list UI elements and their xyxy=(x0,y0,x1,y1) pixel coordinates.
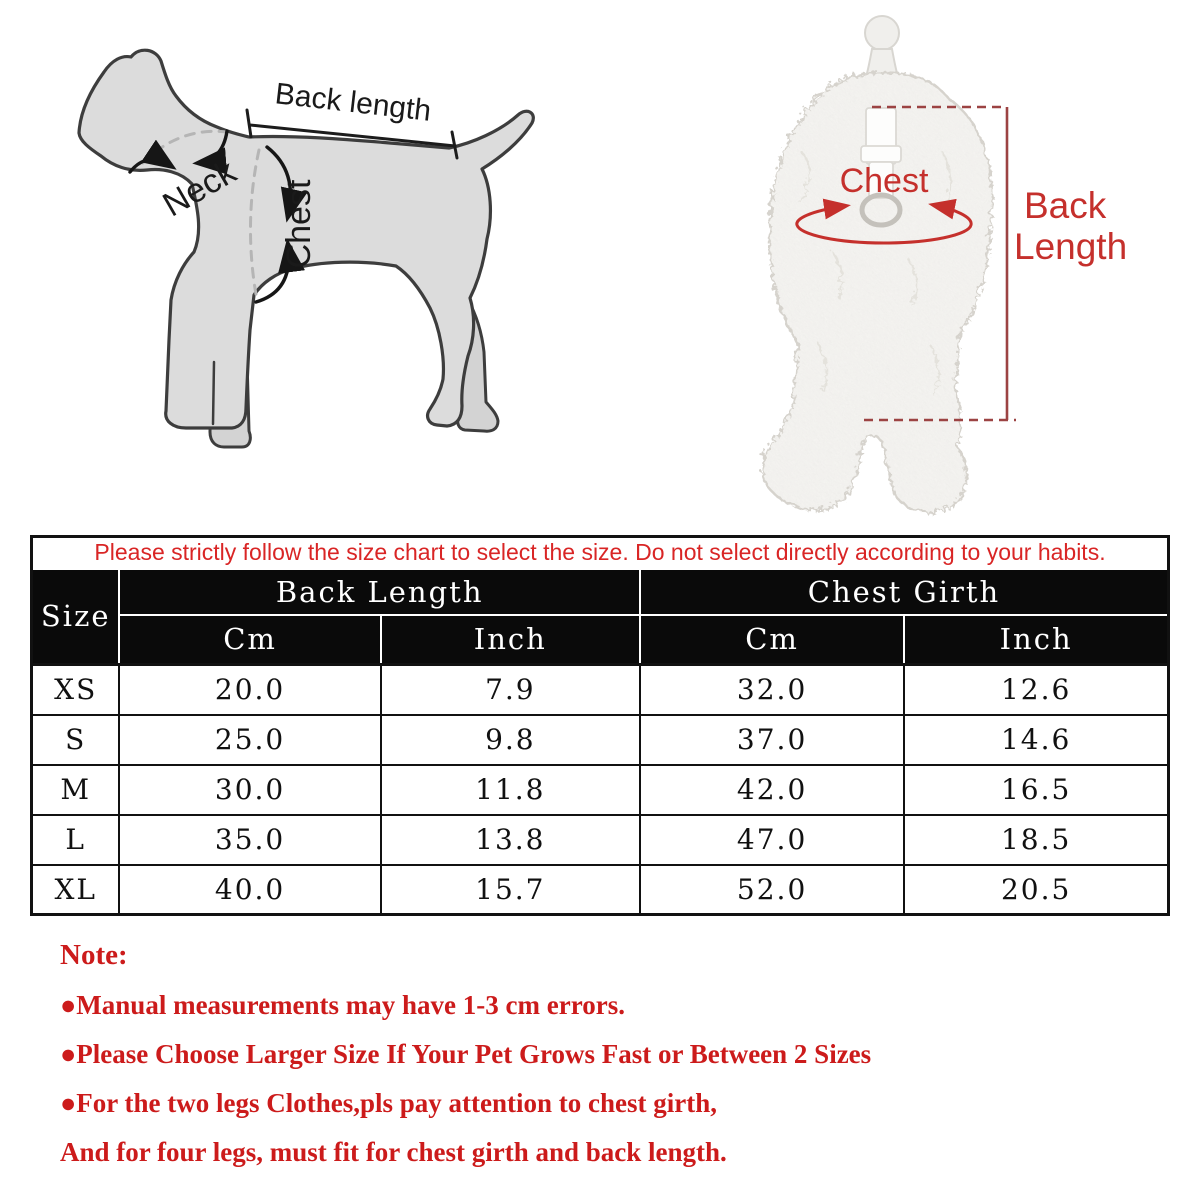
table-row-xs xyxy=(32,665,1169,715)
note-line: ●For the two legs Clothes,pls pay attention to chest girth, xyxy=(60,1088,718,1118)
garment-back-label: Back xyxy=(1024,185,1107,226)
notes-section xyxy=(60,940,1140,1166)
harness-buckle xyxy=(861,146,901,162)
dog-measurement-diagram xyxy=(79,50,533,447)
size-chart-notice: Please strictly follow the size chart to select the size. Do not select directly according to your habits. xyxy=(32,537,1169,569)
cell-chest-inch: 16.5 xyxy=(904,765,1168,815)
cell-back-cm: 30.0 xyxy=(119,765,380,815)
note-title: Note: xyxy=(60,939,128,971)
note-line: And for four legs, must fit for chest girth and back length. xyxy=(60,1137,727,1167)
cell-back-inch: 9.8 xyxy=(381,715,640,765)
cell-chest-cm: 47.0 xyxy=(640,815,904,865)
cell-size: XS xyxy=(32,665,120,715)
cell-chest-cm: 37.0 xyxy=(640,715,904,765)
header-back-length: Back Length xyxy=(119,569,640,615)
cell-size: XL xyxy=(32,865,120,915)
cell-chest-inch: 12.6 xyxy=(904,665,1168,715)
header-chest-inch: Inch xyxy=(904,615,1168,665)
mannequin-knob xyxy=(865,16,899,50)
cell-back-cm: 35.0 xyxy=(119,815,380,865)
cell-chest-cm: 32.0 xyxy=(640,665,904,715)
notice-row xyxy=(32,537,1169,569)
cell-chest-inch: 14.6 xyxy=(904,715,1168,765)
cell-back-inch: 7.9 xyxy=(381,665,640,715)
measurement-illustrations xyxy=(0,0,1200,530)
size-chart-section xyxy=(30,535,1170,916)
header-back-inch: Inch xyxy=(381,615,640,665)
cell-back-inch: 11.8 xyxy=(381,765,640,815)
garment-length-label: Length xyxy=(1014,226,1128,267)
header-row-units xyxy=(32,615,1169,665)
cell-back-cm: 40.0 xyxy=(119,865,380,915)
note-line: ●Please Choose Larger Size If Your Pet Grows Fast or Between 2 Sizes xyxy=(60,1039,872,1069)
table-row-m xyxy=(32,765,1169,815)
cell-chest-cm: 42.0 xyxy=(640,765,904,815)
table-row-l xyxy=(32,815,1169,865)
front-leg-split-line xyxy=(213,362,214,424)
cell-chest-cm: 52.0 xyxy=(640,865,904,915)
cell-size: L xyxy=(32,815,120,865)
neck-label: Neck xyxy=(156,152,243,225)
cell-back-cm: 25.0 xyxy=(119,715,380,765)
back-length-label: Back length xyxy=(273,77,433,128)
header-chest-cm: Cm xyxy=(640,615,904,665)
cell-back-inch: 15.7 xyxy=(381,865,640,915)
cell-chest-inch: 18.5 xyxy=(904,815,1168,865)
header-chest-girth: Chest Girth xyxy=(640,569,1169,615)
table-row-xl xyxy=(32,865,1169,915)
cell-size: S xyxy=(32,715,120,765)
table-row-s xyxy=(32,715,1169,765)
header-size: Size xyxy=(32,569,120,665)
cell-back-cm: 20.0 xyxy=(119,665,380,715)
note-line: ●Manual measurements may have 1-3 cm errors. xyxy=(60,990,625,1020)
size-chart-table xyxy=(30,535,1170,916)
cell-back-inch: 13.8 xyxy=(381,815,640,865)
garment-chest-label: Chest xyxy=(839,162,929,200)
chest-label: Chest xyxy=(280,179,318,269)
header-row-groups xyxy=(32,569,1169,615)
cell-chest-inch: 20.5 xyxy=(904,865,1168,915)
garment-photo xyxy=(760,16,1127,510)
cell-size: M xyxy=(32,765,120,815)
header-back-cm: Cm xyxy=(119,615,380,665)
